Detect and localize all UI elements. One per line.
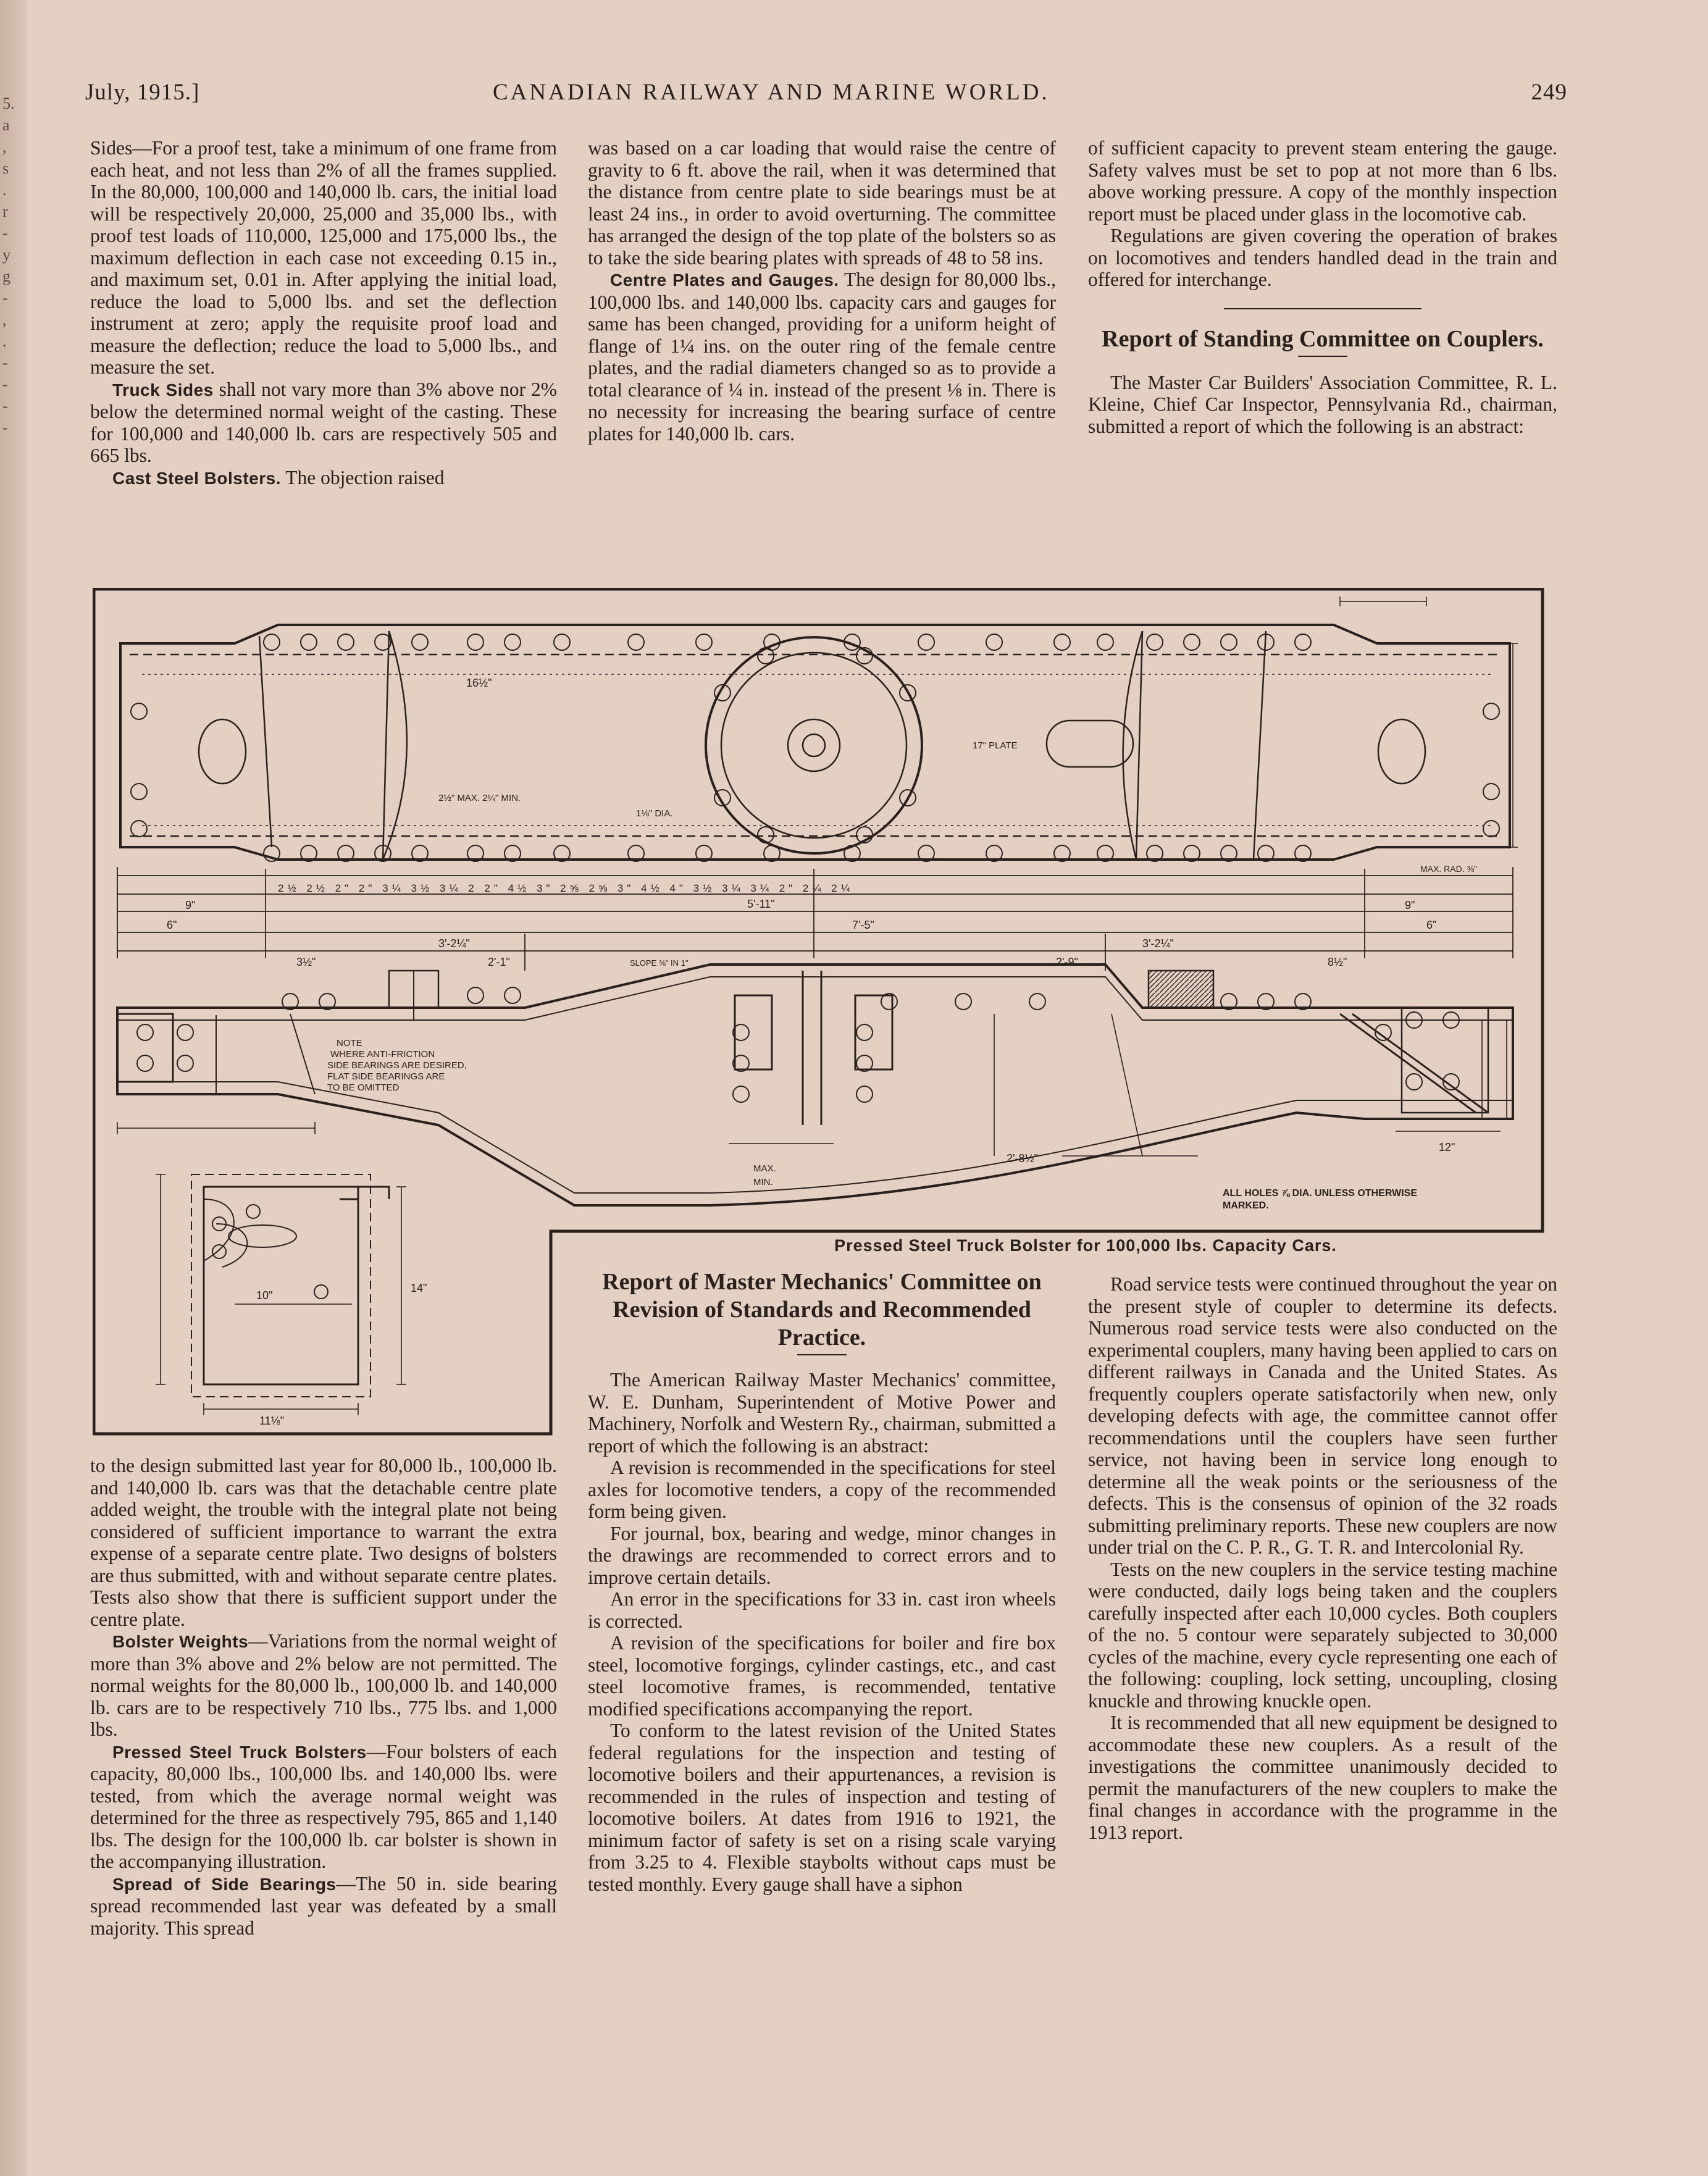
column-1-top [90, 137, 557, 489]
column-1-bottom [90, 1455, 557, 1939]
drawing-note: FLAT SIDE BEARINGS ARE [327, 1071, 445, 1082]
section-heading: Report of Master Mechanics' Committee on Revision of Standards and Recommended Practice. [602, 1269, 1042, 1350]
column-2-top [588, 137, 1056, 445]
dimension-label: 2'-1" [488, 956, 510, 968]
subhead: Bolster Weights [112, 1632, 249, 1651]
drawing-note: ALL HOLES ⅞ DIA. UNLESS OTHERWISE [1223, 1188, 1417, 1199]
page-number: 249 [1531, 80, 1567, 105]
dimension-label: 3'-2¼" [1142, 937, 1174, 950]
section-rule [1224, 308, 1421, 309]
dimension-label: 3½" [296, 956, 316, 968]
dimension-label: 9" [185, 899, 196, 911]
dimension-label: 5'-11" [747, 898, 775, 910]
subhead: Cast Steel Bolsters. [112, 468, 281, 488]
paragraph: Regulations are given covering the operation of brakes on locomotives and tenders handled dead in the train and offered for interchange. [1088, 225, 1557, 290]
dimension-label: 6" [1426, 919, 1437, 931]
paragraph [90, 1630, 557, 1741]
dimension-label: 12" [1439, 1141, 1455, 1153]
drawing-note: WHERE ANTI-FRICTION [330, 1049, 435, 1060]
paragraph: was based on a car loading that would raise the centre of gravity to 6 ft. above the rail, when it was determined that the distance from centre plate to side bearings must be at least 24 ins., in order to avoid overturning. The committee has arranged the design of the top plate of the bolsters so as to take the side bearing plates with spreads of 48 to 58 ins. [588, 137, 1056, 269]
header-date: July, 1915.] [85, 80, 200, 105]
paragraph-text: The objection raised [281, 466, 445, 488]
binding-gutter [0, 0, 27, 2176]
paragraph: The American Railway Master Mechanics' committee, W. E. Dunham, Superintendent of Motive Power and Machinery, Norfolk and Western Ry., chairman, submitted a report of which the following is an abstract: [588, 1369, 1056, 1457]
dimension-label: 7'-5" [852, 919, 874, 931]
paragraph: of sufficient capacity to prevent steam entering the gauge. Safety valves must be set to pop at not more than 6 lbs. above working pressure. A copy of the monthly inspection report must be placed under glass in the locomotive cab. [1088, 137, 1557, 225]
paragraph-text: —Variations from the normal weight of more than 3% above and 2% below are not permitted. The normal weights for the 80,000 lb., 100,000 lb. and 140,000 lb. cars are to be respectively 710 lbs., 775 lbs. and 1,000 lbs. [90, 1630, 557, 1740]
dimension-label: 16½" [466, 677, 492, 689]
paragraph-text: shall not vary more than 3% above nor 2% below the determined normal weight of the casting. These for 100,000 and 140,000 lb. cars are respectively 505 and 665 lbs. [90, 378, 557, 466]
dimension-label: 14" [411, 1282, 427, 1294]
dimension-label: 2'-9" [1056, 956, 1078, 968]
subhead: Spread of Side Bearings [112, 1874, 337, 1894]
dimension-label: 2½" MAX. 2¼" MIN. [438, 793, 521, 803]
dimension-label: MAX. RAD. ⅜" [1420, 864, 1478, 874]
section-view [156, 1174, 406, 1415]
paragraph: A revision is recommended in the specifications for steel axles for locomotive tenders, a copy of the recommended form being given. [588, 1457, 1056, 1522]
dimension-label: 11⅛" [259, 1415, 285, 1427]
paragraph: A revision of the specifications for boiler and fire box steel, locomotive forgings, cylinder castings, etc., and cast steel locomotive frames, is recommended, tentative modified specifications accompanying the report. [588, 1632, 1056, 1720]
paragraph: Road service tests were continued throughout the year on the present style of coupler to determine its defects. Numerous road service tests were also conducted on the experimental couplers, many having been applied to cars on different railways in Canada and the United States. As frequently couplers operate satisfactorily when new, only developing defects with age, the committee cannot offer recommendations until the couplers have seen further service, not having been in service long enough to determine all the weak points or the seriousness of the defects. This is the consensus of opinion of the 32 roads submitting preliminary reports. These new couplers are now under trial on the C. P. R., G. T. R. and Intercolonial Ry. [1088, 1273, 1557, 1558]
paragraph: For journal, box, bearing and wedge, minor changes in the drawings are recommended to correct errors and to improve certain details. [588, 1522, 1056, 1588]
column-2-bottom [588, 1265, 1056, 1895]
dimension-label: MIN. [753, 1177, 773, 1187]
section-rule [1298, 356, 1347, 357]
drawing-note: MARKED. [1223, 1200, 1269, 1211]
dimension-label: MAX. [753, 1163, 776, 1174]
section-rule [797, 1354, 847, 1355]
elevation-view [117, 965, 1513, 1205]
header-title: CANADIAN RAILWAY AND MARINE WORLD. [493, 80, 1050, 105]
paragraph: Tests on the new couplers in the service testing machine were conducted, daily logs being taken and the couplers carefully inspected after each 10,000 cycles. Both couplers of the no. 5 contour were separately subjected to 30,000 cycles of the machine, every cycle representing one each of the following: coupling, lock setting, uncoupling, closing knuckle and throwing knuckle open. [1088, 1558, 1557, 1712]
paragraph: to the design submitted last year for 80,000 lb., 100,000 lb. and 140,000 lb. cars was that the detachable centre plate added weight, the trouble with the integral plate not being considered of sufficient importance to warrant the extra expense of a separate centre plate. Two designs of bolsters are thus submitted, with and without separate centre plates. Tests also show that there is sufficient support under the centre plate. [90, 1455, 557, 1630]
drawing-note: NOTE [337, 1038, 362, 1048]
paragraph-text: —Four bolsters of each capacity, 80,000 lbs., 100,000 lbs. and 140,000 lbs. were tested, from which the average normal weight was determined for the three as respectively 795, 865 and 1,140 lbs. The design for the 100,000 lb. car bolster is shown in the accompanying illustration. [90, 1740, 557, 1872]
figure-caption: Pressed Steel Truck Bolster for 100,000 lbs. Capacity Cars. [834, 1236, 1337, 1255]
column-3-top [1088, 137, 1557, 437]
dimension-label: SLOPE ⅜" IN 1" [630, 958, 689, 968]
dimension-strip: 2½ 2½ 2" 2" 3¼ 3½ 3¼ 2 2" 4½ 3" 2⅝ 2⅝ 3" 4½ 4" 3½ 3¼ 3¼ 2" 2¼ 2¼ [278, 882, 853, 894]
paragraph: To conform to the latest revision of the United States federal regulations for the inspection and testing of locomotive boilers and their appurtenances, a revision is recommended in the rules of inspection and testing of locomotive boilers. At dates from 1916 to 1921, the minimum factor of safety is set on a rising scale varying from 3.25 to 4. Flexible staybolts without caps must be tested monthly. Every gauge shall have a siphon [588, 1720, 1056, 1895]
dimension-label: 6" [167, 919, 177, 931]
drawing-note: SIDE BEARINGS ARE DESIRED, [327, 1060, 467, 1071]
dimension-label: 8½" [1328, 956, 1347, 968]
dimension-label: 1⅛" DIA. [636, 808, 673, 819]
paragraph [90, 1741, 557, 1873]
paragraph: It is recommended that all new equipment be designed to accommodate these new couplers. As a result of the investigations the committee unanimously decided to permit the manufacturers of the new couplers to make the final changes in accordance with the programme in the 1913 report. [1088, 1712, 1557, 1843]
dimension-label: 17" PLATE [973, 740, 1018, 751]
paragraph: An error in the specifications for 33 in. cast iron wheels is corrected. [588, 1588, 1056, 1632]
paragraph-text: The design for 80,000 lbs., 100,000 lbs. and 140,000 lbs. capacity cars and gauges for same has been changed, providing for a uniform height of flange of 1¼ ins. on the outer ring of the female centre plates, and the radial diameters changed so as to provide a total clearance of ¼ in. instead of the present ⅛ in. There is no necessity for increasing the bearing surface of centre plates for 140,000 lb. cars. [588, 269, 1056, 445]
dimension-label: 3'-2¼" [438, 937, 470, 950]
paragraph [588, 269, 1056, 445]
plan-view [120, 596, 1518, 861]
column-3-bottom [1088, 1273, 1557, 1843]
paragraph-text: —The 50 in. side bearing spread recommended last year was defeated by a small majority. This spread [90, 1872, 558, 1939]
dimension-label: 9" [1405, 899, 1415, 911]
subhead: Truck Sides [112, 380, 214, 400]
dimension-label: 10" [256, 1289, 273, 1302]
subhead: Centre Plates and Gauges. [610, 270, 839, 290]
subhead: Pressed Steel Truck Bolsters [112, 1742, 367, 1762]
paragraph [90, 1873, 557, 1940]
running-header [85, 79, 1567, 116]
paragraph: Sides—For a proof test, take a minimum of one frame from each heat, and not less than 2% of all the frames supplied. In the 80,000, 100,000 and 140,000 lb. cars, the initial load will be respectively 20,000, 25,000 and 35,000 lbs., with proof test loads of 110,000, 125,000 and 175,000 lbs., the maximum deflection in each case not exceeding 0.15 in., and maximum set, 0.01 in. After applying the initial load, reduce the load to 5,000 lbs. and set the deflection instrument at zero; apply the requisite proof load and measure the deflection; reduce the load to 5,000 lbs., and measure the set. [90, 137, 557, 378]
gutter-characters: 5. a , s . r - y g - , . - - - - [2, 94, 15, 437]
paragraph [90, 467, 557, 490]
section-heading: Report of Standing Committee on Couplers. [1102, 325, 1544, 352]
paragraph: The Master Car Builders' Association Committee, R. L. Kleine, Chief Car Inspector, Pennsylvania Rd., chairman, submitted a report of which the following is an abstract: [1088, 371, 1557, 437]
drawing-note: TO BE OMITTED [327, 1082, 400, 1093]
paragraph [90, 379, 557, 467]
dimension-label: 2'-8½" [1007, 1152, 1038, 1165]
